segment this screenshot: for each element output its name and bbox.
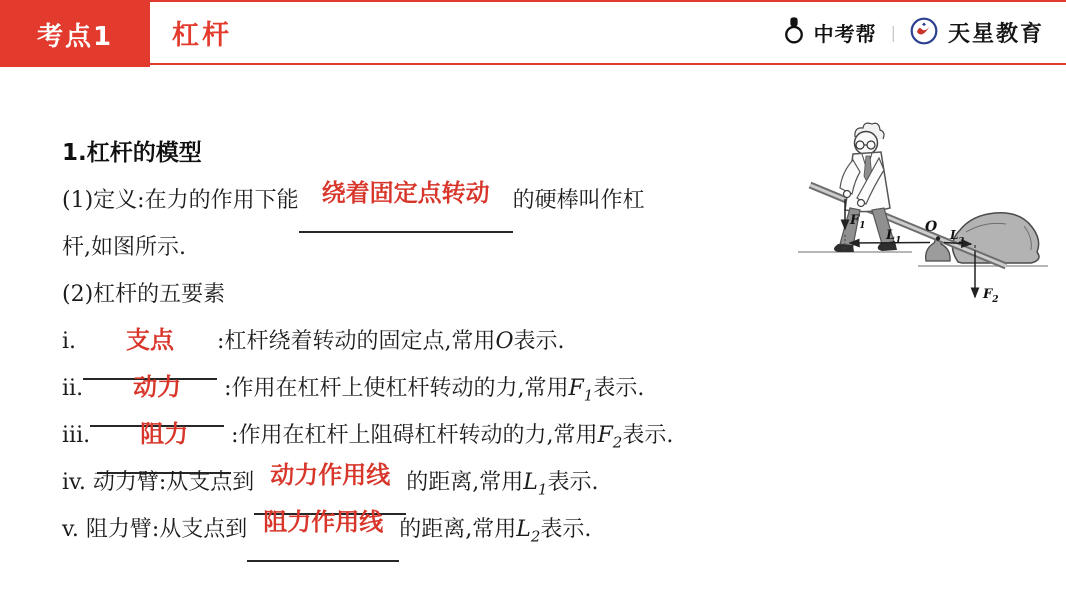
topic-badge-label: 考点1 xyxy=(36,22,114,52)
header-bar xyxy=(0,0,1066,65)
brand-tianxing: 天星教育 xyxy=(947,21,1044,47)
blank-fill: 动力 xyxy=(90,372,224,427)
pivot-point xyxy=(936,236,940,240)
page-title: 杠杆 xyxy=(172,20,232,51)
brand-area xyxy=(784,2,1044,63)
lesson-content xyxy=(62,130,802,553)
definition-continuation: 杆,如图所示. xyxy=(62,235,186,260)
blank-fill-definition: 绕着固定点转动 xyxy=(299,184,513,233)
item-numeral: ii. xyxy=(62,376,84,401)
blank-fill: 动力作用线 xyxy=(254,466,406,515)
lightbulb-icon xyxy=(784,17,804,49)
elements-heading: (2)杠杆的五要素 xyxy=(62,282,226,307)
item-numeral: iii. xyxy=(62,423,91,448)
item-numeral: iv. xyxy=(62,470,86,495)
variable-symbol: $F_2$ xyxy=(597,423,623,452)
brand-separator: | xyxy=(890,23,896,42)
rock xyxy=(952,213,1039,263)
variable-symbol: $L_2$ xyxy=(516,517,541,546)
l1-label: $L_1$ xyxy=(886,228,902,246)
element-item-effort: ii. 动力 :作用在杠杆上使杠杆转动的力,常用$F_1$表示. xyxy=(62,365,802,412)
variable-symbol: $L_1$ xyxy=(523,470,548,499)
section-heading: 1.杠杆的模型 xyxy=(62,140,202,166)
element-item-fulcrum: i. 支点 :杠杆绕着转动的固定点,常用O表示. xyxy=(62,318,802,365)
topic-badge xyxy=(0,2,150,67)
fulcrum-o-label: O xyxy=(925,219,938,235)
f1-label: $F_1$ xyxy=(850,213,866,231)
f2-label: $F_2$ xyxy=(983,287,999,305)
element-item-resistance-arm: v. 阻力臂:从支点到 阻力作用线 的距离,常用$L_2$表示. xyxy=(62,506,802,553)
blank-fill: 阻力 xyxy=(97,419,231,474)
tianxing-logo-icon xyxy=(910,17,938,49)
lever-figure xyxy=(790,115,1052,307)
brand-zhongkaobang: 中考帮 xyxy=(813,22,877,46)
element-item-resistance: iii. 阻力 :作用在杠杆上阻碍杠杆转动的力,常用$F_2$表示. xyxy=(62,412,802,459)
blank-fill: 阻力作用线 xyxy=(247,513,399,562)
element-item-effort-arm: iv. 动力臂:从支点到 动力作用线 的距离,常用$L_1$表示. xyxy=(62,459,802,506)
item-numeral: v. xyxy=(62,517,79,542)
variable-symbol: O xyxy=(495,329,514,354)
definition-line: (1)定义:在力的作用下能 绕着固定点转动 的硬棒叫作杠 xyxy=(62,177,802,224)
blank-fill: 支点 xyxy=(83,325,217,380)
l2-label: $L_2$ xyxy=(950,228,965,246)
variable-symbol: $F_1$ xyxy=(568,376,594,405)
item-numeral: i. xyxy=(62,329,77,354)
